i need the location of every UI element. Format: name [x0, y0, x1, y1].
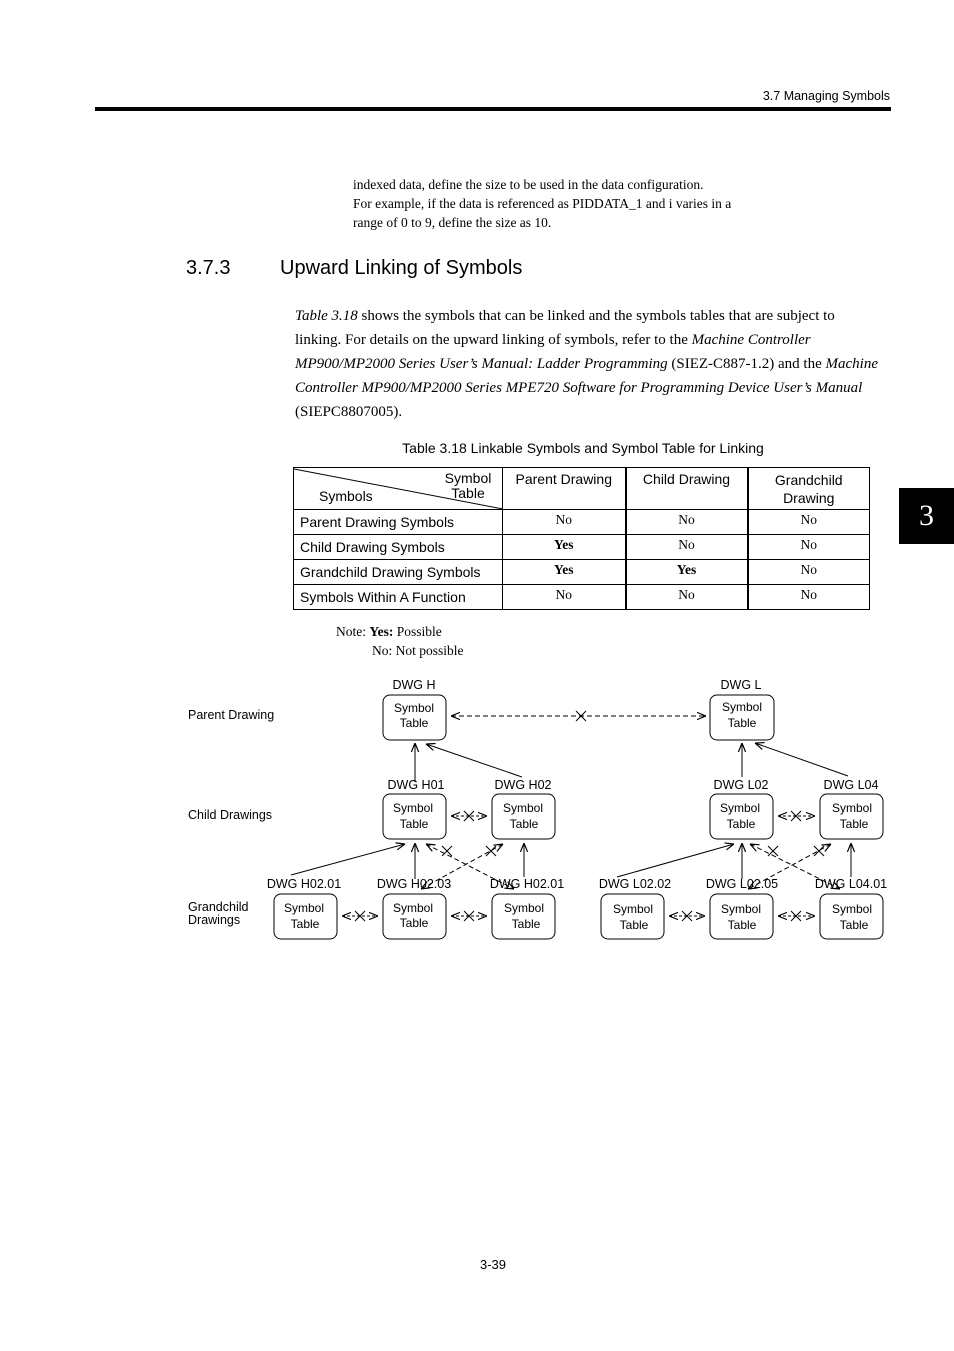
table-row — [294, 535, 870, 560]
svg-text:Table: Table — [727, 918, 757, 932]
note-no-line: No: Not possible — [372, 643, 464, 658]
section-heading — [186, 257, 522, 280]
table-cell: No — [626, 535, 748, 560]
table-cell: No — [748, 560, 870, 585]
svg-text:Symbol: Symbol — [283, 901, 325, 915]
table-row — [294, 560, 870, 585]
table-cell: Yes — [503, 535, 626, 560]
symbol-table-box — [710, 894, 773, 939]
symbol-table-box — [492, 794, 555, 839]
svg-text:Table: Table — [509, 817, 539, 831]
svg-text:Symbol: Symbol — [393, 701, 435, 715]
symbol-table-box — [274, 894, 337, 939]
manual-title-1: Machine Controller MP900/MP2000 Series User’s Manual: Ladder Programming — [295, 332, 811, 372]
svg-text:Table: Table — [726, 817, 756, 831]
svg-text:Table: Table — [399, 716, 429, 730]
label-dwg-h: DWG H — [392, 678, 436, 692]
svg-text:Symbol: Symbol — [392, 801, 434, 815]
label-dwg-l: DWG L — [720, 678, 762, 692]
level-label-parent: Parent Drawing — [188, 708, 275, 722]
symbol-table-box — [383, 894, 446, 939]
col-header-child: Child Drawing — [626, 468, 748, 510]
note-yes-desc: Possible — [393, 624, 442, 639]
level-label-grandchild-2: Drawings — [188, 913, 241, 927]
table-cell: No — [503, 585, 626, 610]
table-row — [294, 510, 870, 535]
svg-text:Symbol: Symbol — [721, 700, 763, 714]
col-header-grandchild: Grandchild Drawing — [748, 468, 870, 510]
intro-line-3: range of 0 to 9, define the size as 10. — [353, 215, 552, 230]
symbol-linking-diagram — [0, 660, 954, 960]
label-dwg-h0201-right: DWG H02.01 — [489, 877, 565, 891]
row-label: Parent Drawing Symbols — [294, 510, 503, 535]
table-cell: No — [748, 535, 870, 560]
label-dwg-l0202: DWG L02.02 — [598, 877, 672, 891]
running-header: 3.7 Managing Symbols — [762, 89, 890, 103]
intro-line-2: For example, if the data is referenced as PIDDATA_1 and i varies in a — [353, 196, 732, 211]
body-text-3: (SIEPC8807005). — [295, 404, 403, 420]
manual-title-2: Machine Controller MP900/MP2000 Series MPE720 Software for Programming Device User’s Manual — [295, 356, 878, 396]
svg-text:Symbol: Symbol — [720, 902, 762, 916]
section-number: 3.7.3 — [186, 257, 231, 279]
table-cell: No — [626, 585, 748, 610]
linkable-symbols-table — [293, 467, 870, 610]
symbol-table-box — [710, 794, 773, 839]
table-cell: No — [748, 510, 870, 535]
label-dwg-h01: DWG H01 — [387, 778, 445, 792]
svg-text:Table: Table — [839, 817, 869, 831]
svg-text:Table: Table — [399, 916, 429, 930]
svg-text:Symbol: Symbol — [831, 801, 873, 815]
svg-text:Table: Table — [619, 918, 649, 932]
svg-text:Table: Table — [511, 917, 541, 931]
body-text-1: shows the symbols that can be linked and the symbols tables that are subject to linking. For details on the upward linking of symbols, refer to the — [295, 308, 835, 348]
svg-text:Symbol: Symbol — [503, 901, 545, 915]
body-text-2: (SIEZ-C887-1.2) and the — [667, 356, 826, 372]
intro-text — [353, 175, 823, 232]
intro-line-1: indexed data, define the size to be used in the data configuration. — [353, 177, 704, 192]
row-label: Grandchild Drawing Symbols — [294, 560, 503, 585]
level-label-child: Child Drawings — [188, 808, 273, 822]
table-note — [336, 622, 464, 660]
blocked-link-arrows — [421, 716, 840, 889]
label-dwg-l0205: DWG L02.05 — [705, 877, 779, 891]
corner-top-label: Symbol Table — [444, 470, 492, 501]
table-row — [294, 585, 870, 610]
corner-bottom-label: Symbols — [319, 488, 373, 504]
col-header-parent: Parent Drawing — [503, 468, 626, 510]
svg-text:Table: Table — [839, 918, 869, 932]
table-reference: Table 3.18 — [295, 308, 358, 324]
symbol-table-box — [820, 894, 883, 939]
table-corner-header — [294, 468, 503, 510]
note-prefix: Note: — [336, 624, 370, 639]
table-cell: No — [503, 510, 626, 535]
chapter-tab: 3 — [899, 488, 954, 544]
table-cell: Yes — [503, 560, 626, 585]
label-dwg-l0401: DWG L04.01 — [814, 877, 888, 891]
svg-text:Symbol: Symbol — [502, 801, 544, 815]
note-yes-term: Yes: — [369, 624, 394, 639]
label-dwg-h0203: DWG H02.03 — [376, 877, 452, 891]
svg-text:Symbol: Symbol — [392, 901, 434, 915]
row-label: Symbols Within A Function — [294, 585, 503, 610]
symbol-table-box — [820, 794, 883, 839]
symbol-table-box — [492, 894, 555, 939]
symbol-table-box — [710, 695, 774, 740]
header-rule — [95, 107, 891, 111]
table-caption: Table 3.18 Linkable Symbols and Symbol Table for Linking — [402, 440, 764, 456]
level-label-grandchild-1: Grandchild — [188, 900, 249, 914]
svg-text:Symbol: Symbol — [612, 902, 654, 916]
symbol-table-box — [383, 695, 446, 740]
svg-text:Table: Table — [399, 817, 429, 831]
table-cell: No — [626, 510, 748, 535]
label-dwg-h02: DWG H02 — [494, 778, 552, 792]
symbol-table-box — [383, 794, 446, 839]
row-label: Child Drawing Symbols — [294, 535, 503, 560]
section-title: Upward Linking of Symbols — [280, 257, 523, 279]
table-cell: No — [748, 585, 870, 610]
label-dwg-h0201-left: DWG H02.01 — [266, 877, 342, 891]
svg-text:Table: Table — [290, 917, 320, 931]
page-number: 3-39 — [479, 1257, 507, 1272]
svg-text:Symbol: Symbol — [831, 902, 873, 916]
symbol-table-box — [601, 894, 664, 939]
table-cell: Yes — [626, 560, 748, 585]
label-dwg-l02: DWG L02 — [713, 778, 769, 792]
body-paragraph — [295, 304, 880, 424]
label-dwg-l04: DWG L04 — [823, 778, 879, 792]
svg-text:Table: Table — [727, 716, 757, 730]
svg-text:Symbol: Symbol — [719, 801, 761, 815]
